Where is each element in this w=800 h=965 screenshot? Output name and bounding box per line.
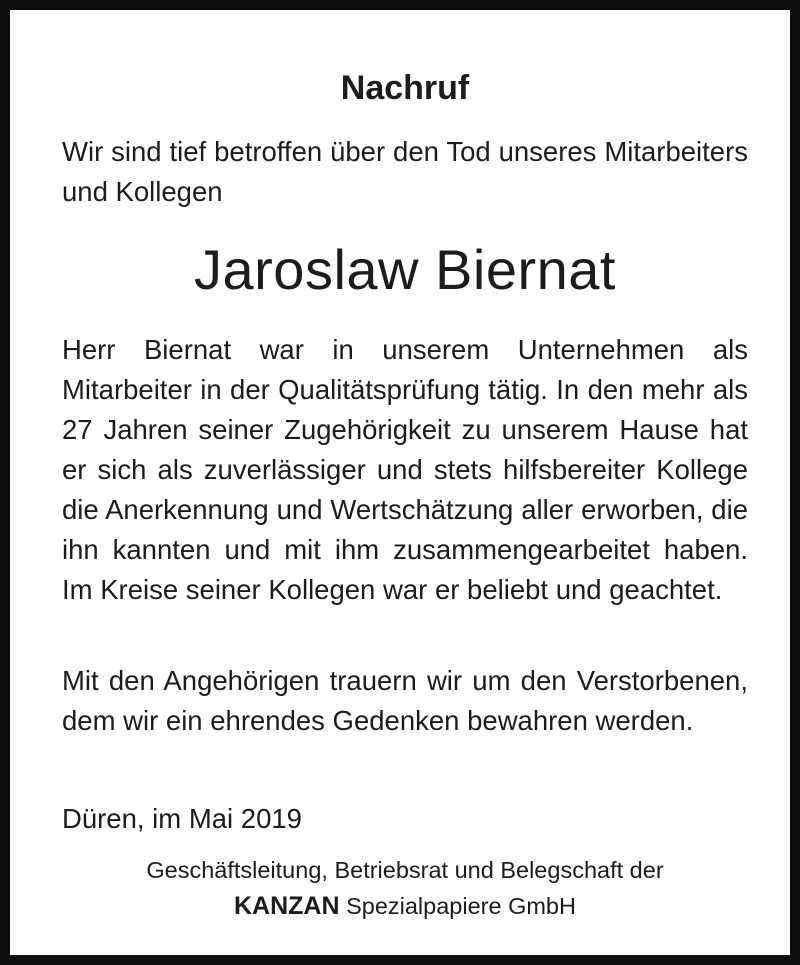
notice-title: Nachruf bbox=[340, 69, 470, 107]
place-date: Düren, im Mai 2019 bbox=[62, 803, 302, 834]
deceased-name: Jaroslaw Biernat bbox=[194, 238, 616, 301]
signature-company-line bbox=[62, 889, 748, 923]
signature-line: Geschäftsleitung, Betriebsrat und Belegschaft der bbox=[146, 857, 664, 883]
company-suffix: Spezialpapiere GmbH bbox=[346, 893, 576, 919]
condolence-paragraph: Mit den Angehörigen trauern wir um den Verstorbenen, dem wir ein ehrendes Gedenken bewahren werden. bbox=[62, 665, 748, 736]
company-name: KANZAN bbox=[234, 892, 340, 920]
intro-paragraph: Wir sind tief betroffen über den Tod unseres Mitarbeiters und Kollegen bbox=[62, 136, 748, 207]
body-paragraph: Herr Biernat war in unserem Unternehmen als Mitarbeiter in der Qualitätsprüfung tätig. In den mehr als 27 Jahren seiner Zugehörigkeit zu unserem Hause hat er sich als zuverlässiger und stets hilfsbereiter Kollege die Anerkennung und Wertschätzung aller erworben, die ihn kannten und mit ihm zusammengearbeitet haben. Im Kreise seiner Kollegen war er beliebt und geachtet. bbox=[62, 334, 748, 605]
